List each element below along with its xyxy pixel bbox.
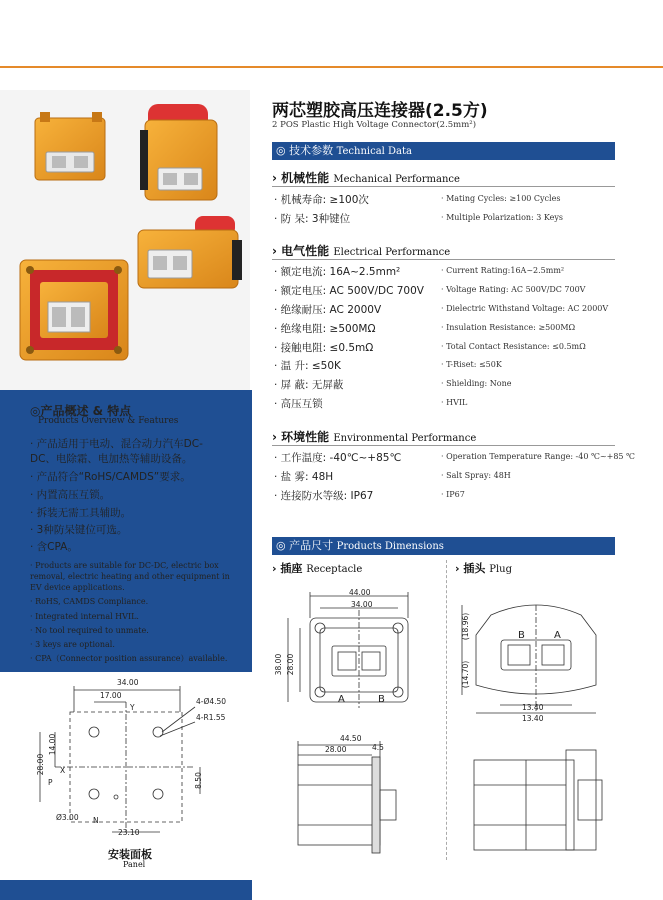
spec-cn: · 机械寿命: ≥100次 (274, 194, 369, 206)
environmental-en: Environmental Performance (333, 433, 477, 444)
environmental-heading: › 环境性能 Environmental Performance (272, 430, 477, 444)
dim-label: 13.40 (522, 714, 544, 723)
overview-subtitle: Products Overview & Features (38, 416, 179, 426)
spec-en: · Multiple Polarization: 3 Keys (441, 213, 564, 222)
spec-en: · T-Riset: ≤50K (441, 360, 502, 369)
electrical-heading: › 电气性能 Electrical Performance (272, 244, 451, 258)
plug-side-drawing (466, 740, 616, 860)
dim-label: 28.00 (36, 753, 46, 776)
spec-en: · HVIL (441, 398, 468, 407)
dim-label: 14.00 (48, 733, 58, 756)
spec-cn: · 高压互锁 (274, 398, 323, 410)
dim-label: 38.00 (274, 653, 284, 676)
technical-data-en: Technical Data (336, 146, 412, 157)
technical-data-cn: 技术参数 (289, 144, 334, 157)
overview-en-item: · Integrated internal HVIL. (30, 612, 139, 621)
technical-data-bar (272, 142, 615, 160)
spec-cn: · 工作温度: -40℃~+85℃ (274, 452, 402, 464)
receptacle-en: Receptacle (306, 564, 363, 575)
spec-cn: · 额定电流: 16A~2.5mm² (274, 266, 401, 278)
pin-label: A (338, 694, 345, 705)
panel-caption-en: Panel (123, 860, 146, 869)
page-subtitle: 2 POS Plastic High Voltage Connector(2.5mm²) (272, 120, 477, 130)
dim-label: 23.10 (118, 828, 140, 837)
overview-en-item: · CPA（Connector position assurance）available. (30, 654, 228, 663)
electrical-divider (272, 259, 615, 260)
spec-cn: · 屏 蔽: 无屏蔽 (274, 379, 344, 391)
spec-cn: · 盐 雾: 48H (274, 471, 334, 483)
connector-illustration (0, 90, 250, 390)
spec-en: · Salt Spray: 48H (441, 471, 511, 480)
axis-label: P (48, 778, 53, 787)
top-divider (0, 66, 663, 68)
overview-item: · 产品适用于电动、混合动力汽车DC- (30, 438, 203, 450)
page-title: 两芯塑胶高压连接器(2.5方) (272, 101, 488, 121)
overview-item: · 含CPA。 (30, 541, 78, 553)
dim-label: 28.00 (325, 745, 347, 754)
environmental-cn: 环境性能 (281, 430, 330, 444)
bullet-icon: ◎ (30, 404, 41, 418)
overview-item: · 产品符合“RoHS/CAMDS”要求。 (30, 471, 191, 483)
spec-cn: · 连接防水等级: IP67 (274, 490, 374, 502)
axis-label: Y (130, 703, 135, 712)
dim-label: Ø3.00 (56, 813, 79, 822)
dimensions-cn: 产品尺寸 (289, 539, 334, 552)
axis-label: X (60, 766, 66, 775)
overview-item: DC、电除霜、电加热等辅助设备。 (30, 453, 193, 465)
bullet-icon: ◎ (276, 144, 286, 157)
dim-label: 44.50 (340, 734, 362, 743)
overview-item: · 拆装无需工具辅助。 (30, 507, 132, 519)
dim-label: 34.00 (351, 600, 373, 609)
spec-en: · Current Rating:16A~2.5mm² (441, 266, 565, 275)
spec-en: · Shielding: None (441, 379, 512, 388)
dim-label: 28.00 (286, 653, 296, 676)
dim-label: 13.40 (522, 703, 544, 712)
mechanical-heading: › 机械性能 Mechanical Performance (272, 171, 460, 185)
spec-cn: · 额定电压: AC 500V/DC 700V (274, 285, 424, 297)
mechanical-en: Mechanical Performance (333, 174, 460, 185)
spec-cn: · 接触电阻: ≤0.5mΩ (274, 342, 374, 354)
pin-label: B (518, 630, 525, 641)
overview-en-item: · Products are suitable for DC-DC, electric box removal, electric heating and other equipment in EV device applications. (30, 561, 230, 592)
overview-item: · 内置高压互锁。 (30, 489, 111, 501)
mechanical-divider (272, 186, 615, 187)
spec-en: · Voltage Rating: AC 500V/DC 700V (441, 285, 586, 294)
spec-en: · Mating Cycles: ≥100 Cycles (441, 194, 561, 203)
spec-en: · Operation Temperature Range: -40 ℃~+85 ℃ (441, 452, 636, 461)
environmental-divider (272, 445, 615, 446)
plug-heading: › 插头 Plug (455, 562, 512, 575)
electrical-en: Electrical Performance (333, 247, 451, 258)
dim-label: (14.70) (461, 660, 471, 689)
overview-en-item: · RoHS, CAMDS Compliance. (30, 597, 149, 606)
products-dimensions-bar (272, 537, 615, 555)
spec-cn: · 防 呆: 3种键位 (274, 213, 351, 225)
overview-title-cn: 产品概述 & 特点 (40, 404, 132, 418)
dim-label: 4-R1.55 (196, 713, 226, 722)
dim-label: 4-Ø4.50 (196, 697, 227, 706)
dim-label: 17.00 (100, 691, 122, 700)
dimensions-divider (446, 560, 447, 860)
plug-cn: 插头 (463, 562, 486, 575)
mechanical-cn: 机械性能 (281, 171, 330, 185)
spec-cn: · 温 升: ≤50K (274, 360, 341, 372)
spec-en: · Dielectric Withstand Voltage: AC 2000V (441, 304, 609, 313)
pin-label: B (378, 694, 385, 705)
receptacle-cn: 插座 (280, 562, 303, 575)
spec-en: · IP67 (441, 490, 465, 499)
dim-label: 8.50 (193, 772, 203, 789)
axis-label: N (93, 816, 99, 825)
spec-en: · Insulation Resistance: ≥500MΩ (441, 323, 576, 332)
electrical-cn: 电气性能 (281, 244, 330, 258)
overview-en-item: · 3 keys are optional. (30, 640, 115, 649)
panel-caption: 安装面板 (108, 848, 152, 861)
pin-label: A (554, 630, 561, 641)
dim-label: (18.96) (461, 612, 471, 641)
receptacle-heading: › 插座 Receptacle (272, 562, 363, 575)
dim-label: 44.00 (349, 588, 371, 597)
plug-en: Plug (489, 564, 512, 575)
dimensions-en: Products Dimensions (336, 541, 444, 552)
spec-cn: · 绝缘耐压: AC 2000V (274, 304, 382, 316)
bullet-icon: ◎ (276, 539, 286, 552)
product-photo (0, 90, 250, 390)
dim-label: 34.00 (117, 678, 139, 687)
overview-item: · 3种防呆键位可选。 (30, 524, 128, 536)
dim-label: 4.5 (372, 743, 384, 752)
spec-en: · Total Contact Resistance: ≤0.5mΩ (441, 342, 586, 351)
spec-cn: · 绝缘电阻: ≥500MΩ (274, 323, 376, 335)
receptacle-side-drawing (290, 735, 440, 855)
overview-en-item: · No tool required to unmate. (30, 626, 149, 635)
